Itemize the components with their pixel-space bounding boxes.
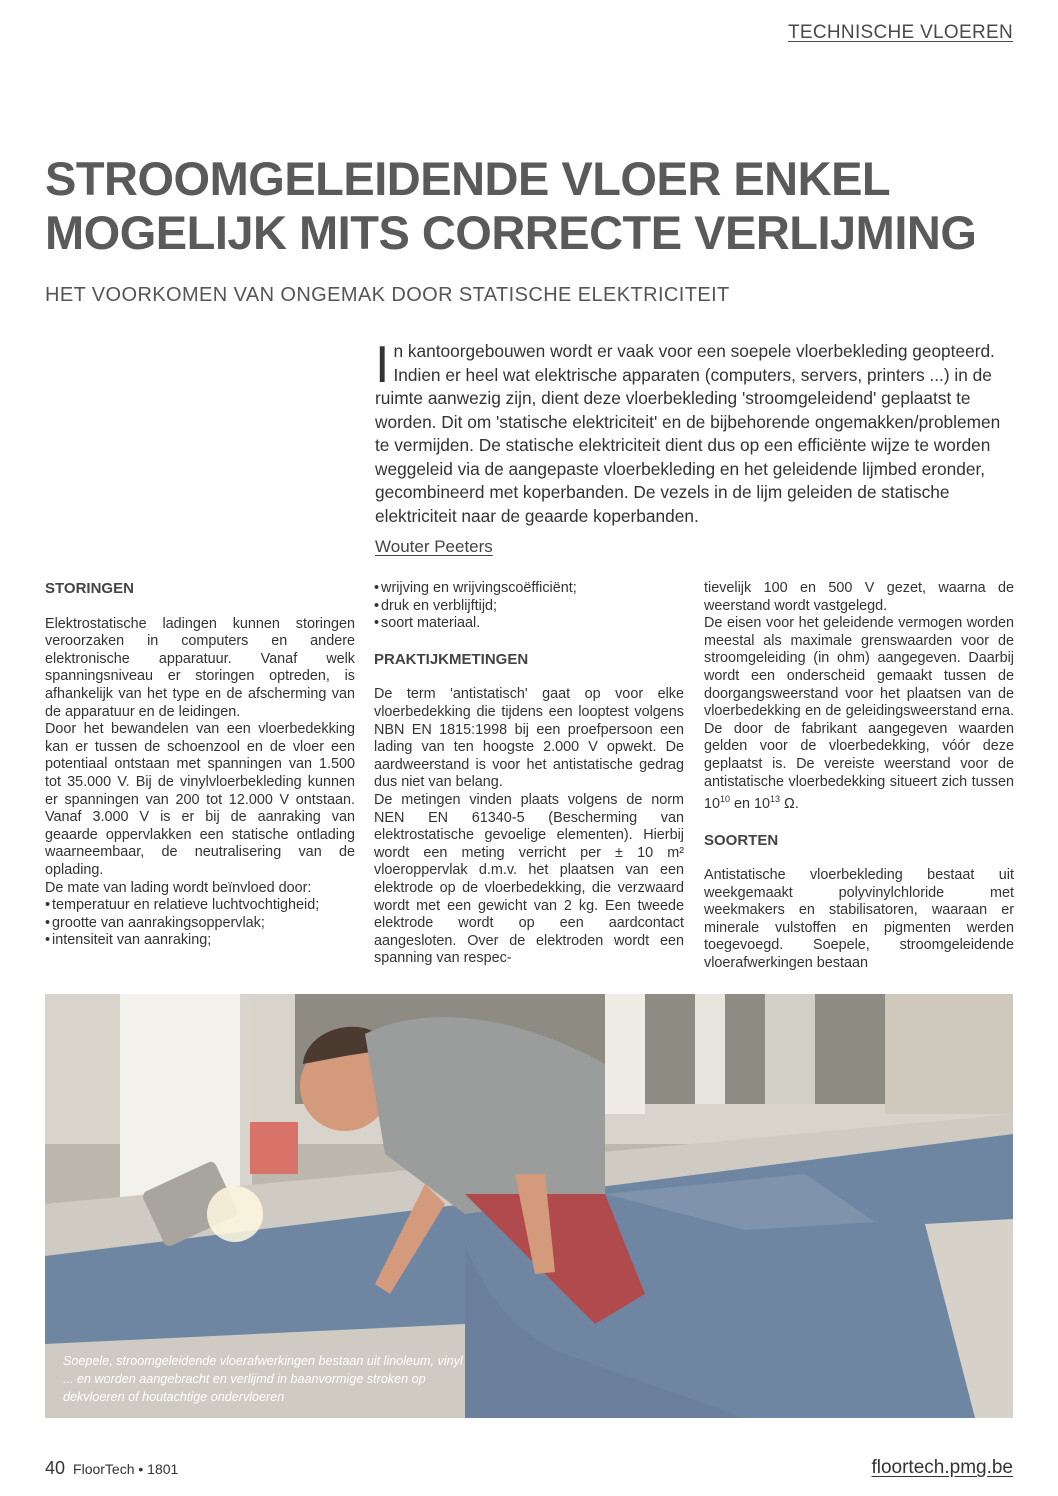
article-intro [375,336,1015,528]
intro-text: n kantoorgebouwen wordt er vaak voor een soepele vloerbekleding geopteerd. Indien er heel wat elektrische apparaten (computers, servers, printers ...) in de ruimte aanwezig zijn, dient deze vloerbekleding 'stroomgeleidend' geplaatst te worden. Dit om 'statische elektriciteit' en de bijbehorende ongemakken/problemen te vermijden. De statische elektriciteit dient dus op een efficiënte wijze te worden weggeleid via de aangepaste vloerbekleding en het geleidende lijmbed eronder, gecombineerd met koperbanden. De vezels in de lijm geleiden de statische elektriciteit naar de geaarde koperbanden. [375,341,1001,526]
exponent-10: 10 [720,794,731,805]
list-item: • intensiteit van aanraking; [45,932,355,950]
column-1 [45,580,355,950]
heading-soorten: SOORTEN [704,831,779,849]
section-tag: TECHNISCHE VLOEREN [788,22,1013,43]
article-subtitle: HET VOORKOMEN VAN ONGEMAK DOOR STATISCHE ELEKTRICITEIT [45,284,730,306]
col3-paragraph-2 [704,615,1014,813]
list-item: • druk en verblijftijd; [374,598,684,616]
website-link[interactable]: floortech.pmg.be [871,1457,1013,1478]
magazine-issue: FloorTech • 1801 [73,1461,179,1477]
col2-paragraph-2: De metingen vinden plaats volgens de norm NEN EN 61340-5 (Bescherming van elektrostatische gevoelige elementen). Hierbij wordt een meting verricht per ± 10 m² vloeroppervlak d.m.v. het plaatsen van een elektrode op de vloerbedekking, die verzwaard wordt met een gewicht van 2 kg. Een tweede elektrode wordt op een aardcontact aangesloten. Over de elektroden wordt een spanning van respec- [374,791,684,967]
article-author[interactable]: Wouter Peeters [375,537,493,556]
col1-paragraph-2: Door het bewandelen van een vloerbedekking kan er tussen de schoenzool en de vloer een potentiaal ontstaan met spanningen van 1.500 tot 35.000 V. Bij de vinylvloerbekleding kunnen er spanningen van 200 tot 12.000 V ontstaan. Vanaf 3.000 V is er bij de aanraking van geaarde oppervlakken een statische ontlading waarneembaar, de neutralisering van de oplading. [45,721,355,878]
list-item: • temperatuur en relatieve luchtvochtigheid; [45,897,355,915]
col3-paragraph-3: Antistatische vloerbekleding bestaat uit weekgemaakt polyvinylchloride met weekmakers en stabilisatoren, waaraan er minerale vulstoffen en pigmenten werden toegevoegd. Soepele, stroomgeleidende vloerafwerkingen bestaan [704,867,1014,972]
unit-ohm: Ω. [780,795,799,812]
list-item: • soort materiaal. [374,615,684,633]
col1-paragraph-3: De mate van lading wordt beïnvloed door: [45,879,312,896]
photo-caption: Soepele, stroomgeleidende vloerafwerkingen bestaan uit linoleum, vinyl ... en worden aangebracht en verlijmd in baanvormige stroken op dekvloeren of houtachtige ondervloeren [63,1354,463,1404]
heading-praktijkmetingen: PRAKTIJKMETINGEN [374,650,529,668]
col1-bullet-list [45,897,355,950]
col1-paragraph-1: Elektrostatische ladingen kunnen storingen veroorzaken in computers en andere elektronische apparatuur. Vanaf welk spanningsniveau er storingen optreden, is afhankelijk van het type en de afscherming van de apparatuur en de leidingen. [45,615,355,720]
list-item: • grootte van aanrakingsoppervlak; [45,915,355,933]
exponent-13: 13 [770,794,781,805]
intro-dropcap: I [375,336,390,394]
col3-paragraph-2-text: De eisen voor het geleidende vermogen worden meestal als maximale grenswaarden voor de stroomgeleiding (in ohm) aangegeven. Daarbij wordt een onderscheid gemaakt tussen de doorgangsweerstand voor het plaatsen van de vloerbedekking en de geleidingsweerstand erna. De door de fabrikant aangegeven waarden gelden voor de vloerbedekking, vóór deze geplaatst is. De vereiste weerstand voor de antistatische vloerbedekking situeert zich tussen 10 [704,615,1014,812]
column-2 [374,580,684,968]
heading-storingen: STORINGEN [45,580,134,597]
column-3 [704,580,1014,973]
article-photo [45,994,1013,1418]
col2-paragraph-1: De term 'antistatisch' gaat op voor elke vloerbedekking die tijdens een looptest volgens NBN EN 1815:1998 bij een proefpersoon een lading van ten hoogste 2.000 V opwekt. De aardweerstand is voor het antistatische gedrag dus niet van belang. [374,686,684,791]
col3-paragraph-1: tievelijk 100 en 500 V gezet, waarna de weerstand wordt vastgelegd. [704,580,1014,614]
article-title: STROOMGELEIDENDE VLOER ENKEL MOGELIJK MITS CORRECTE VERLIJMING [45,152,977,259]
list-item: • wrijving en wrijvingscoëfficiënt; [374,580,684,598]
footer-left [45,1458,178,1479]
and-text: en 10 [730,795,771,812]
page-number: 40 [45,1458,66,1478]
col2-bullet-list [374,580,684,633]
